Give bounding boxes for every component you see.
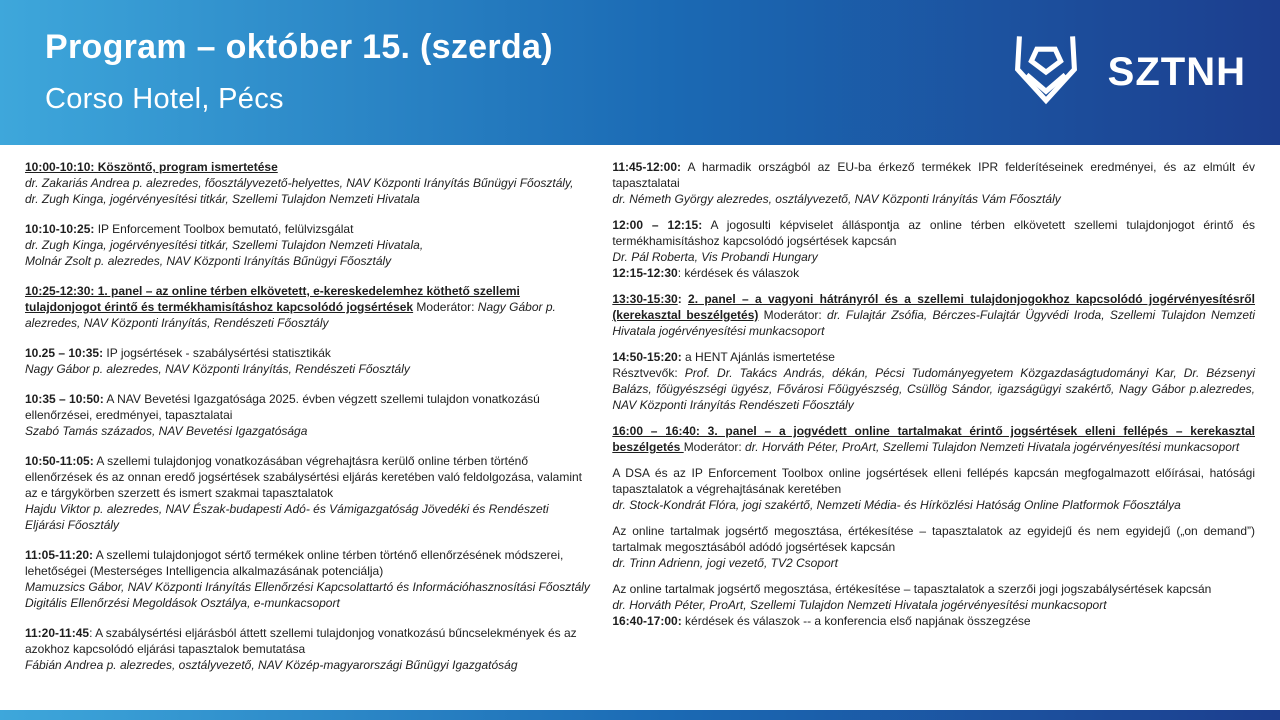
program-column-right [612,159,1255,687]
program-item [612,291,1255,339]
program-item [25,345,590,377]
session-heading: 10:00-10:10: Köszöntő, program ismertetése [25,160,278,174]
program-item [25,391,590,439]
session-time: 12:00 – 12:15: [612,218,703,232]
session-time: 11:20-11:45 [25,626,90,640]
session-time: 10:10-10:25: [25,222,95,236]
session-speakers: dr. Németh György alezredes, osztályvezető, NAV Központi Irányítás Vám Főosztály [612,192,1061,206]
session-heading: 16:00 – 16:40: 3. panel – a jogvédett online tartalmakat érintő jogsértések elleni fellépés – kerekasztal beszélgetés [612,424,1255,454]
session-time: 11:45-12:00: [612,160,682,174]
program-item [612,465,1255,513]
sztnh-logo-icon [1000,29,1092,117]
session-description: A NAV Bevetési Igazgatósága 2025. évben végzett szellemi tulajdon vonatkozású ellenőrzései, eredményei, tapasztalatai [25,392,540,422]
session-description: Moderátor: [413,300,478,314]
session-speakers: Molnár Zsolt p. alezredes, NAV Központi Irányítás Bűnügyi Főosztály [25,254,392,268]
session-heading: 2. panel – a vagyoni hátrányról és a szellemi tulajdonjogokhoz kapcsolódó jogérvényesítésről (kerekasztal beszélgetés) [612,292,1255,322]
program-item [25,453,590,533]
session-description: : kérdések és válaszok [677,266,800,280]
session-description: kérdések és válaszok -- a konferencia első napjának összegzése [681,614,1031,628]
session-description: A szellemi tulajdonjog vonatkozásában végrehajtásra kerülő online térben történő ellenőrzések és az onnan eredő jogsértések szabálysértési eljárás keretében való feldolgozása, valamint az e tárgykörben szerzett és ismert szakmai tapasztalatok [25,454,582,500]
program-item [25,221,590,269]
session-speakers: dr. Trinn Adrienn, jogi vezető, TV2 Csoport [612,556,838,570]
session-description: Moderátor: [758,308,828,322]
session-time: 10:50-11:05: [25,454,94,468]
session-time: 12:15-12:30 [612,266,678,280]
session-description: Az online tartalmak jogsértő megosztása, értékesítése – tapasztalatok az egyidejű és nem egyidejű („on demand”) tartalmak megosztásából adódó jogsértések kapcsán [612,524,1255,554]
session-time: 10.25 – 10:35: [25,346,104,360]
session-speakers: Mamuzsics Gábor, NAV Központi Irányítás Ellenőrzési Kapcsolattartó és Információhasznosítási Főosztály Digitális Ellenőrzési Megoldások Osztálya, e-munkacsoport [25,580,590,610]
page-subtitle: Corso Hotel, Pécs [45,83,284,116]
session-speakers: Hajdu Viktor p. alezredes, NAV Észak-budapesti Adó- és Vámigazgatóság Jövedéki és Rendészeti Eljárási Főosztály [25,502,549,532]
session-speakers: Dr. Pál Roberta, Vis Probandi Hungary [612,250,818,264]
session-description: A szellemi tulajdonjogot sértő termékek online térben történő ellenőrzésének módszerei, lehetőségei (Mesterséges Intelligencia alkalmazásának potenciálja) [25,548,564,578]
program-item [612,523,1255,571]
session-speakers: dr. Stock-Kondrát Flóra, jogi szakértő, Nemzeti Média- és Hírközlési Hatóság Online Platformok Főosztálya [612,498,1181,512]
session-speakers: dr. Horváth Péter, ProArt, Szellemi Tulajdon Nemzeti Hivatala jogérvényesítési munkacsoport [612,598,1107,612]
session-description: a HENT Ajánlás ismertetése [681,350,835,364]
session-speakers: Nagy Gábor p. alezredes, NAV Központi Irányítás, Rendészeti Főosztály [25,362,410,376]
session-description: IP Enforcement Toolbox bemutató, felülvizsgálat [94,222,354,236]
session-speakers: Fábián Andrea p. alezredes, osztályvezető, NAV Közép-magyarországi Bűnügyi Igazgatóság [25,658,518,672]
session-description: Az online tartalmak jogsértő megosztása, értékesítése – tapasztalatok a szerzői jogi jogszabálysértések kapcsán [612,582,1212,596]
program-item [25,283,590,331]
session-speakers: dr. Zakariás Andrea p. alezredes, főosztályvezető-helyettes, NAV Központi Irányítás Bűnügyi Főosztály, [25,176,574,190]
program-item [612,159,1255,207]
session-speakers: dr. Zugh Kinga, jogérvényesítési titkár, Szellemi Tulajdon Nemzeti Hivatala, [25,238,424,252]
session-description: A jogosulti képviselet álláspontja az online térben elkövetett szellemi tulajdonjogot érintő és termékhamisításhoz kapcsolódó jogsértések kapcsán [612,218,1255,248]
sztnh-logo-text: SZTNH [1107,50,1246,94]
program-item [612,423,1255,455]
session-speakers: dr. Fulajtár Zsófia, Bérczes-Fulajtár Ügyvédi Iroda, Szellemi Tulajdon Nemzeti Hivatala jogérvényesítési munkacsoport [612,308,1255,338]
program-item [612,349,1255,413]
session-speakers: Prof. Dr. Takács András, dékán, Pécsi Tudományegyetem Közgazdaságtudományi Kar, Dr. Bézsenyi Balázs, főügyészségi ügyész, Fővárosi Főügyészség, Csüllög Sándor, igazságügyi szakértő, Nagy Gábor p.alezredes, NAV Központi Irányítás Rendészeti Főosztály [612,366,1255,412]
session-speakers: Nagy Gábor p. alezredes, NAV Központi Irányítás, Rendészeti Főosztály [25,300,556,330]
session-time: 11:05-11:20: [25,548,94,562]
session-time: 10:35 – 10:50: [25,392,104,406]
session-description: A DSA és az IP Enforcement Toolbox online jogsértések elleni fellépés kapcsán megfogalmazott előírásai, hatósági tapasztalatok a végrehajtásának keretében [612,466,1255,496]
page-title: Program – október 15. (szerda) [45,27,553,66]
program-content [0,145,1280,687]
header [0,0,1280,145]
program-item [25,159,590,207]
program-item [25,547,590,611]
session-description: IP jogsértések - szabálysértési statisztikák [103,346,331,360]
session-time: 14:50-15:20: [612,350,682,364]
session-description: A harmadik országból az EU-ba érkező termékek IPR felderítéseinek eredményei, és az elmúlt év tapasztalatai [612,160,1255,190]
session-time: 16:40-17:00: [612,614,682,628]
session-heading: 13:30-15:30 [612,292,678,306]
session-description: Résztvevők: [612,366,685,380]
session-description: : A szabálysértési eljárásból áttett szellemi tulajdonjog vonatkozású bűncselekmények és az azokhoz kapcsolódó eljárási tapasztalok bemutatása [25,626,577,656]
program-item [25,625,590,673]
sztnh-brand [1000,29,1246,117]
program-item [612,581,1255,629]
footer-bar [0,710,1280,720]
session-description: Moderátor: [683,440,746,454]
program-item [612,217,1255,281]
program-column-left [25,159,590,687]
session-speakers: Szabó Tamás százados, NAV Bevetési Igazgatósága [25,424,308,438]
session-speakers: dr. Zugh Kinga, jogérvényesítési titkár, Szellemi Tulajdon Nemzeti Hivatala [25,192,420,206]
session-time: : [677,292,689,306]
session-heading: 10:25-12:30: 1. panel – az online térben elkövetett, e-kereskedelemhez köthető szellemi tulajdonjogot érintő és termékhamisításhoz kapcsolódó jogsértések [25,284,520,314]
header-text [45,29,553,116]
session-speakers: dr. Horváth Péter, ProArt, Szellemi Tulajdon Nemzeti Hivatala jogérvényesítési munkacsoport [745,440,1240,454]
